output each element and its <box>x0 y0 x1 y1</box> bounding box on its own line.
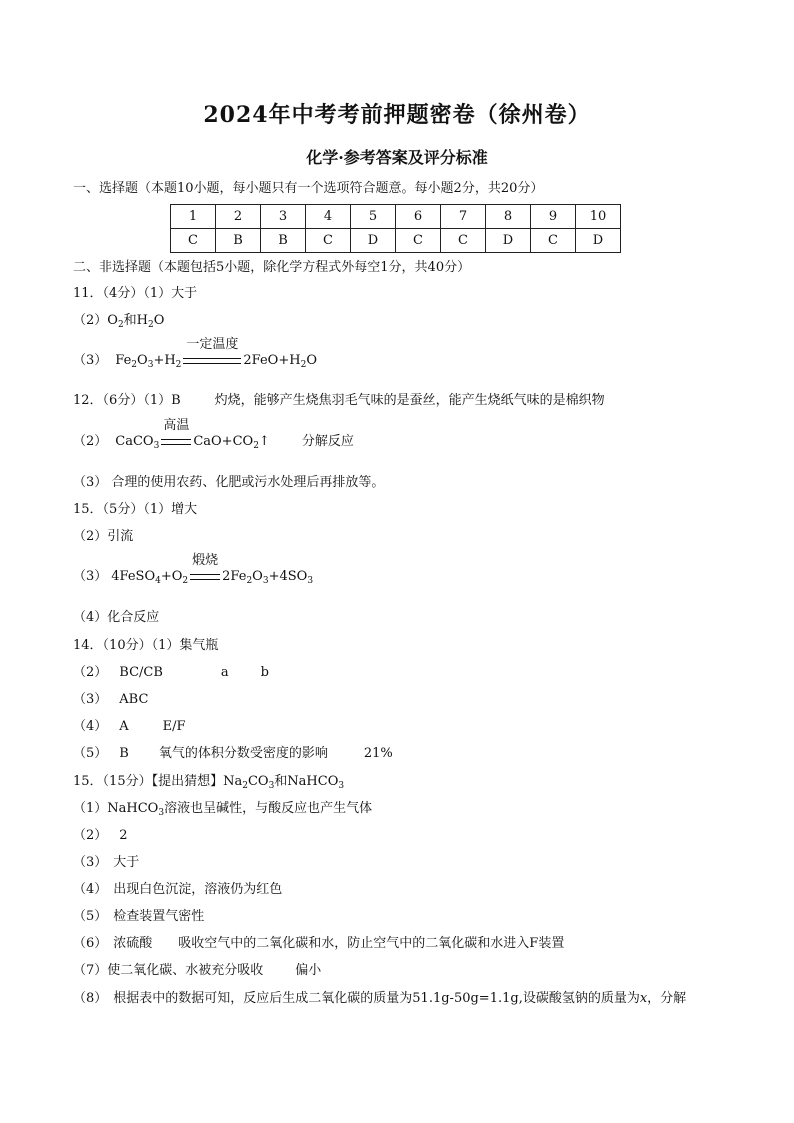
q15-head: 15．（15分）【提出猜想】$Na_2CO_3$和NaHCO$_3$ <box>73 774 345 791</box>
answer-table <box>170 204 621 253</box>
answer-table-answer-row <box>171 229 621 253</box>
answer-table-number-row <box>171 205 621 229</box>
q14-part4: （4） A E/F <box>73 719 186 734</box>
q13-head: 15．（5分）（1）增大 <box>73 502 198 517</box>
q15-part8: （8） 根据表中的数据可知，反应后生成二氧化碳的质量为51.1g-50g=1.1g,设碳酸氢钠的质量为x，分解 <box>73 991 687 1006</box>
q13-part4: （4）化合反应 <box>73 610 160 625</box>
table-cell: 6 <box>396 205 441 229</box>
table-cell: B <box>216 229 261 253</box>
table-cell: 4 <box>306 205 351 229</box>
q13-part2: （2）引流 <box>73 529 134 544</box>
q15-part7: （7）使二氧化碳、水被充分吸收 偏小 <box>73 963 322 978</box>
q15-part1: （1）NaHCO$_3$溶液也呈碱性，与酸反应也产生气体 <box>73 801 373 818</box>
table-cell: C <box>306 229 351 253</box>
q11-part2: $(2)O_2$和$H_2O$ <box>73 313 165 330</box>
table-cell: D <box>486 229 531 253</box>
table-cell: 7 <box>441 205 486 229</box>
table-cell: 2 <box>216 205 261 229</box>
q14-head: 14．（10分）（1）集气瓶 <box>73 638 219 653</box>
q11-head: 11．（4分）（1）大于 <box>73 286 198 301</box>
q15-part5: （5） 检查装置气密性 <box>73 909 205 924</box>
q12-part2-equation: （2） CaCO$_3$ 高温 $CaO+CO_2↑$ 分解反应 <box>73 418 354 451</box>
table-cell: 5 <box>351 205 396 229</box>
q15-part2: （2） 2 <box>73 828 128 843</box>
q14-part5: （5） B 氧气的体积分数受密度的影响 21% <box>73 746 393 761</box>
table-cell: C <box>441 229 486 253</box>
q12-head: 12．（6分）（1）B 灼烧，能够产生烧焦羽毛气味的是蚕丝，能产生烧纸气味的是棉织物 <box>73 393 605 408</box>
table-cell: C <box>171 229 216 253</box>
q15-part4: （4） 出现白色沉淀，溶液仍为红色 <box>73 882 283 897</box>
table-cell: B <box>261 229 306 253</box>
q14-part3: （3） ABC <box>73 692 149 707</box>
table-cell: 8 <box>486 205 531 229</box>
q13-part3-equation: （3） $4FeSO_4+O_2$ 煅烧 $2Fe_2O_3+4SO_3$ <box>73 553 314 586</box>
table-cell: C <box>396 229 441 253</box>
page-title: 2024年中考考前押题密卷（徐州卷） <box>203 102 591 128</box>
table-cell: D <box>576 229 621 253</box>
table-cell: 3 <box>261 205 306 229</box>
reaction-condition: 高温 <box>161 433 191 451</box>
q14-part2: （2） BC/CB a b <box>73 665 269 680</box>
table-cell: 10 <box>576 205 621 229</box>
section-2-heading: 二、非选择题（本题包括5小题，除化学方程式外每空1分，共40分） <box>73 260 471 275</box>
page-subtitle: 化学·参考答案及评分标准 <box>306 148 488 167</box>
reaction-condition: 煅烧 <box>190 568 220 586</box>
table-cell: 1 <box>171 205 216 229</box>
q12-part3: （3） 合理的使用农药、化肥或污水处理后再排放等。 <box>73 475 385 490</box>
table-cell: D <box>351 229 396 253</box>
q15-part6: （6） 浓硫酸 吸收空气中的二氧化碳和水，防止空气中的二氧化碳和水进入F装置 <box>73 936 565 951</box>
table-cell: C <box>531 229 576 253</box>
section-1-heading: 一、选择题（本题10小题，每小题只有一个选项符合题意。每小题2分，共20分） <box>73 181 544 196</box>
q11-part3-equation: （3） $Fe_2O_3+H_2$ 一定温度 $2FeO+H_2O$ <box>73 337 317 370</box>
q15-part3: （3） 大于 <box>73 855 140 870</box>
reaction-condition: 一定温度 <box>183 352 241 370</box>
table-cell: 9 <box>531 205 576 229</box>
